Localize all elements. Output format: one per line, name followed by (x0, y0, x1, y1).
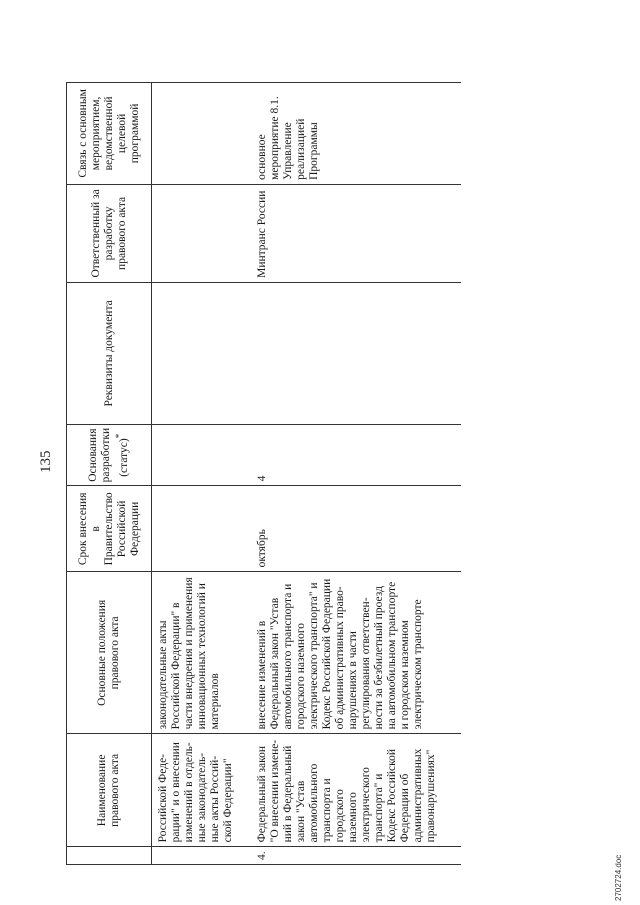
cell-link: основное мероприятие 8.1. Управление реализацией Программы (252, 82, 461, 184)
cell-deadline: октябрь (252, 486, 461, 572)
page-number: 135 (38, 450, 54, 473)
cell-name: Российской Феде-рации" и о внесении изменений в отдель-ные законодатель-ные акты Россий-ской Федерации" (152, 734, 253, 847)
cell-name: Федеральный закон "О внесении измене-ний в Федеральный закон "Устав автомобильного транспорта и городского наземного электрического транспорта" и Кодекс Российской Федерации об административных правонарушениях" (252, 734, 461, 847)
header-basis-footnote: * (114, 433, 126, 439)
header-provisions: Основные положения правового акта (67, 572, 152, 734)
cell-basis (152, 424, 253, 485)
cell-link (152, 82, 253, 184)
cell-number: 4. (252, 847, 461, 865)
cell-requisites (252, 282, 461, 424)
table-header-row (67, 82, 152, 864)
header-link: Связь с основным мероприятием, ведомственной целевой программой (67, 82, 152, 184)
cell-deadline (152, 486, 253, 572)
header-requisites: Реквизиты документа (67, 282, 152, 424)
cell-provisions: внесение изменений в Федеральный закон "Устав автомобильного транспорта и городского наземного электрического транспорта" и Кодекс Российской Федерации об административных право-нарушениях в части регулирования ответствен-ности за безбилетный проезд на автомобильном транспорте и городском наземном электрическом транспорте (252, 572, 461, 734)
cell-provisions: законодательные акты Российской Федерации" в части внедрения и применения инновационных технологий и материалов (152, 572, 253, 734)
header-basis-text: Основания разработки (статус) (87, 427, 130, 483)
legal-acts-table (66, 82, 461, 865)
cell-number (152, 847, 253, 865)
cell-basis: 4 (252, 424, 461, 485)
cell-responsible: Минтранс России (252, 184, 461, 282)
header-responsible: Ответственный за разработку правового акта (67, 184, 152, 282)
cell-requisites (152, 282, 253, 424)
table-row (252, 82, 461, 864)
header-deadline: Срок внесения в Правительство Российской Федерации (67, 486, 152, 572)
header-number (67, 847, 152, 865)
footer-doc-code: 2702724.doc (614, 854, 623, 901)
header-name: Наименование правового акта (67, 734, 152, 847)
table-row (152, 82, 253, 864)
header-basis (67, 424, 152, 485)
cell-responsible (152, 184, 253, 282)
